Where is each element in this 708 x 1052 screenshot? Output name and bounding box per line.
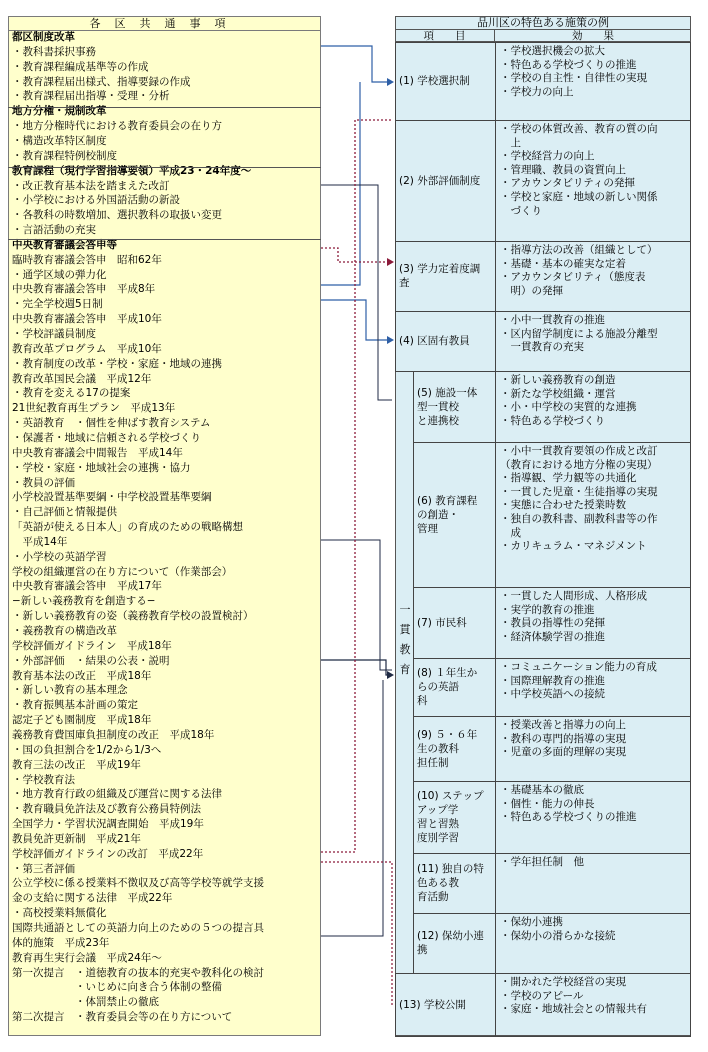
list-item: 金の支給に関する法律 平成22年 bbox=[12, 892, 173, 905]
list-item: ・新しい義務教育の姿（義務教育学校の設置検討） bbox=[12, 610, 254, 623]
effect-item: ・学年担任制 他 bbox=[500, 856, 584, 868]
policy-item-label: (12) 保幼小連 携 bbox=[417, 930, 484, 956]
effect-item: ・学校選択機会の拡大 bbox=[500, 45, 605, 57]
list-item: ・地方教育行政の組織及び運営に関する法律 bbox=[12, 788, 222, 801]
effect-item: ・特色ある学校づくり bbox=[500, 414, 605, 427]
policy-item-label: (13) 学校公開 bbox=[399, 998, 466, 1011]
list-item: 臨時教育審議会答申 昭和62年 bbox=[12, 253, 162, 266]
effect-item: ・保幼小の滑らかな接続 bbox=[500, 929, 616, 942]
list-item: ・各教科の時数増加、選択教科の取扱い変更 bbox=[12, 209, 222, 222]
dotted-connector-line bbox=[321, 248, 392, 262]
policy-item-label: (6) 教育課程 の創造・ 管理 bbox=[417, 494, 478, 535]
effect-item: ・アカウンタビリティの発揮 bbox=[500, 177, 635, 190]
effect-item: 明）の発揮 bbox=[500, 284, 563, 297]
list-item: 学校の組織運営の在り方について（作業部会） bbox=[12, 565, 233, 578]
effect-item: ・経済体験学習の推進 bbox=[500, 630, 605, 643]
list-item: ・教育制度の改革・学校・家庭・地域の連携 bbox=[12, 357, 222, 370]
section-heading: 都区制度改革 bbox=[12, 31, 75, 43]
effect-item: ・中学校英語への接続 bbox=[500, 688, 605, 701]
list-item: ・教員の評価 bbox=[12, 476, 75, 489]
list-item: 認定子ども園制度 平成18年 bbox=[12, 714, 152, 727]
section-heading: 地方分権・規制改革 bbox=[12, 105, 107, 118]
list-item: ・英語教育 ・個性を伸ばす教育システム bbox=[12, 417, 211, 430]
list-item: 全国学力・学習状況調査開始 平成19年 bbox=[12, 818, 204, 831]
effect-item: ・学校力の向上 bbox=[500, 85, 574, 98]
list-item: ・高校授業料無償化 bbox=[12, 907, 107, 920]
effect-item: ・実学的教育の推進 bbox=[500, 603, 595, 616]
policy-item-label: (2) 外部評価制度 bbox=[399, 174, 481, 187]
list-item: ・通学区域の弾力化 bbox=[12, 268, 107, 281]
list-item: ・教育職員免許法及び教育公務員特例法 bbox=[12, 803, 201, 816]
column-header-effect: 効 果 bbox=[495, 30, 691, 42]
list-item: 小学校設置基準要綱・中学校設置基準要綱 bbox=[12, 491, 212, 504]
connector-line bbox=[321, 540, 392, 670]
list-item: ・学校教育法 bbox=[12, 773, 75, 786]
effect-item: ・基礎基本の徹底 bbox=[500, 784, 584, 796]
list-item: ・教育課程特例校制度 bbox=[12, 149, 117, 162]
effect-item: ・区内留学制度による施設分離型 bbox=[500, 327, 658, 340]
list-item: ・教科書採択事務 bbox=[12, 45, 96, 58]
effect-item: ・管理職、教員の資質向上 bbox=[500, 163, 626, 176]
list-item: ・完全学校週5日制 bbox=[12, 298, 103, 311]
effect-item: ・開かれた学校経営の実現 bbox=[500, 976, 626, 988]
list-item: 中央教育審議会答申 平成10年 bbox=[12, 313, 162, 326]
list-item: 義務教育費国庫負担制度の改正 平成18年 bbox=[12, 728, 215, 741]
policy-item-label: (1) 学校選択制 bbox=[399, 75, 470, 87]
policy-item-label: (7) 市民科 bbox=[417, 616, 467, 629]
list-item: 国際共通語としての英語力向上のための５つの提言具 bbox=[12, 922, 264, 934]
effect-item: づくり bbox=[500, 204, 542, 217]
list-item: −新しい義務教育を創造する− bbox=[12, 595, 156, 608]
list-item: 第一次提言 ・道徳教育の抜本的充実や教科化の検討 bbox=[12, 966, 264, 979]
effect-item: ・特色ある学校づくりの推進 bbox=[500, 58, 637, 71]
list-item: ・いじめに向き合う体制の整備 bbox=[12, 981, 222, 994]
policy-item-label: (10) ステップ アップ学 習と習熟 度別学習 bbox=[417, 790, 484, 844]
connector-line bbox=[321, 660, 392, 675]
effect-item: ・一貫した人間形成、人格形成 bbox=[500, 590, 647, 602]
effect-item: （教育における地方分権の実現） bbox=[500, 458, 658, 471]
list-item: ・小学校の英語学習 bbox=[12, 550, 107, 563]
list-item: 「英語が使える日本人」の育成のための戦略構想 bbox=[12, 521, 243, 534]
effect-item: ・アカウンタビリティ（態度表 bbox=[500, 271, 646, 284]
effect-item: ・カリキュラム・マネジメント bbox=[500, 540, 647, 553]
effect-item: ・学校と家庭・地域の新しい関係 bbox=[500, 190, 658, 203]
effect-item: ・小中一貫教育要領の作成と改訂 bbox=[500, 445, 658, 457]
effect-item: ・新たな学校組織・運営 bbox=[500, 387, 616, 400]
effect-item: 一貫教育の充実 bbox=[500, 341, 584, 354]
list-item: 教育基本法の改正 平成18年 bbox=[12, 669, 152, 682]
list-item: ・国の負担割合を1/2から1/3へ bbox=[12, 743, 162, 756]
list-item: 公立学校に係る授業料不徴収及び高等学校等就学支援 bbox=[12, 877, 264, 890]
effect-item: ・独自の教科書、副教科書等の作 bbox=[500, 512, 658, 525]
effect-item: 上 bbox=[500, 136, 521, 149]
arrowhead bbox=[387, 671, 394, 679]
effect-item: ・学校のアピール bbox=[500, 989, 584, 1002]
list-item: ・教育課程届出指導・受理・分析 bbox=[12, 90, 170, 103]
common-items-header: 各区共通事項 bbox=[8, 16, 321, 31]
effect-item: ・教員の指導性の発揮 bbox=[500, 617, 605, 630]
list-item: ・義務教育の構造改革 bbox=[12, 625, 117, 637]
effect-item: ・授業改善と指導力の向上 bbox=[500, 719, 626, 731]
effect-item: ・実態に合わせた授業時数 bbox=[500, 499, 626, 512]
effect-item: ・コミュニケーション能力の育成 bbox=[500, 661, 657, 673]
list-item: ・地方分権時代における教育委員会の在り方 bbox=[12, 120, 222, 133]
effect-item: ・保幼小連携 bbox=[500, 916, 563, 928]
effect-item: ・指導方法の改善（組織として） bbox=[500, 244, 658, 256]
effect-item: ・特色ある学校づくりの推進 bbox=[500, 811, 637, 824]
list-item: ・学校評議員制度 bbox=[12, 328, 96, 340]
list-item: ・教育課程届出様式、指導要録の作成 bbox=[12, 75, 191, 88]
effect-item: ・家庭・地域社会との情報共有 bbox=[500, 1003, 647, 1016]
shinagawa-policies-title: 品川区の特色ある施策の例 bbox=[395, 16, 691, 30]
effect-item: ・新しい義務教育の創造 bbox=[500, 374, 616, 386]
policy-item-label: (3) 学力定着度調 査 bbox=[399, 263, 481, 289]
list-item: 21世紀教育再生プラン 平成13年 bbox=[12, 402, 176, 415]
policy-item-label: (11) 独自の特 色ある教 育活動 bbox=[417, 863, 484, 903]
effect-item: ・一貫した児童・生徒指導の実現 bbox=[500, 485, 658, 498]
dotted-connector-line bbox=[321, 120, 392, 852]
list-item: ・第三者評価 bbox=[12, 862, 75, 875]
list-item: 中央教育審議会中間報告 平成14年 bbox=[12, 446, 183, 459]
column-header-item: 項 目 bbox=[395, 30, 495, 42]
list-item: ・新しい教育の基本理念 bbox=[12, 684, 128, 697]
connector-line bbox=[321, 82, 360, 285]
list-item: 第二次提言 ・教育委員会等の在り方について bbox=[12, 1011, 233, 1024]
connector-line bbox=[321, 680, 383, 936]
effect-item: ・指導観、学力観等の共通化 bbox=[500, 472, 637, 485]
section-heading: 中央教育審議会答申等 bbox=[12, 238, 117, 251]
list-item: ・構造改革特区制度 bbox=[12, 134, 107, 147]
connector-line bbox=[321, 300, 392, 340]
list-item: ・学校・家庭・地域社会の連携・協力 bbox=[12, 461, 191, 474]
list-item: 教育改革国民会議 平成12年 bbox=[12, 372, 152, 385]
list-item: ・体罰禁止の徹底 bbox=[12, 996, 159, 1009]
list-item: 学校評価ガイドラインの改訂 平成22年 bbox=[12, 847, 204, 860]
list-item: 教育再生実行会議 平成24年〜 bbox=[12, 951, 162, 964]
connector-line bbox=[321, 46, 392, 82]
effect-item: ・国際理解教育の推進 bbox=[500, 674, 605, 687]
effect-item: ・小中一貫教育の推進 bbox=[500, 314, 605, 326]
arrowhead bbox=[387, 78, 394, 86]
list-item: 平成14年 bbox=[12, 535, 68, 548]
ikkan-education-label: 一 貫 教 育 bbox=[399, 603, 411, 676]
arrowhead bbox=[387, 336, 394, 344]
effect-item: 成 bbox=[500, 526, 521, 539]
list-item: 教育改革プログラム 平成10年 bbox=[12, 342, 162, 355]
list-item: 中央教育審議会答申 平成17年 bbox=[12, 580, 162, 593]
effect-item: ・小・中学校の実質的な連携 bbox=[500, 401, 637, 414]
section-heading: 教育課程（現行学習指導要領）平成23・24年度〜 bbox=[12, 164, 252, 177]
arrowhead bbox=[387, 258, 394, 266]
effect-item: ・個性・能力の伸長 bbox=[500, 797, 595, 810]
effect-item: ・児童の多面的理解の実現 bbox=[500, 746, 626, 759]
list-item: ・自己評価と情報提供 bbox=[12, 506, 117, 519]
effect-item: ・学校の自主性・自律性の実現 bbox=[500, 72, 647, 85]
list-item: ・改正教育基本法を踏まえた改訂 bbox=[12, 179, 170, 192]
connector-line bbox=[321, 185, 392, 400]
policy-item-label: (5) 施設一体 型一貫校 と連携校 bbox=[417, 386, 478, 427]
list-item: ・保護者・地域に信頼される学校づくり bbox=[12, 431, 201, 444]
list-item: ・言語活動の充実 bbox=[12, 224, 96, 237]
list-item: ・小学校における外国語活動の新設 bbox=[12, 194, 180, 207]
effect-item: ・学校の体質改善、教育の質の向 bbox=[500, 123, 658, 135]
effect-item: ・学校経営力の向上 bbox=[500, 150, 595, 163]
list-item: ・教育を変える17の提案 bbox=[12, 387, 131, 400]
list-item: 中央教育審議会答申 平成8年 bbox=[12, 283, 156, 296]
list-item: ・外部評価 ・結果の公表・説明 bbox=[12, 654, 170, 667]
list-item: 教育三法の改正 平成19年 bbox=[12, 758, 141, 771]
dotted-connector-line bbox=[321, 862, 392, 1005]
policy-item-label: (8) １年生か らの英語 科 bbox=[417, 667, 478, 707]
list-item: 体的施策 平成23年 bbox=[12, 936, 110, 949]
list-item: ・教育振興基本計画の策定 bbox=[12, 699, 138, 712]
policy-item-label: (4) 区固有教員 bbox=[399, 335, 470, 347]
list-item: 学校評価ガイドライン 平成18年 bbox=[12, 639, 172, 652]
list-item: 教員免許更新制 平成21年 bbox=[12, 832, 141, 845]
policy-item-label: (9) ５・６年 生の教科 担任制 bbox=[417, 728, 478, 769]
effect-item: ・基礎・基本の確実な定着 bbox=[500, 257, 626, 270]
effect-item: ・教科の専門的指導の実現 bbox=[500, 732, 626, 745]
list-item: ・教育課程編成基準等の作成 bbox=[12, 60, 149, 73]
